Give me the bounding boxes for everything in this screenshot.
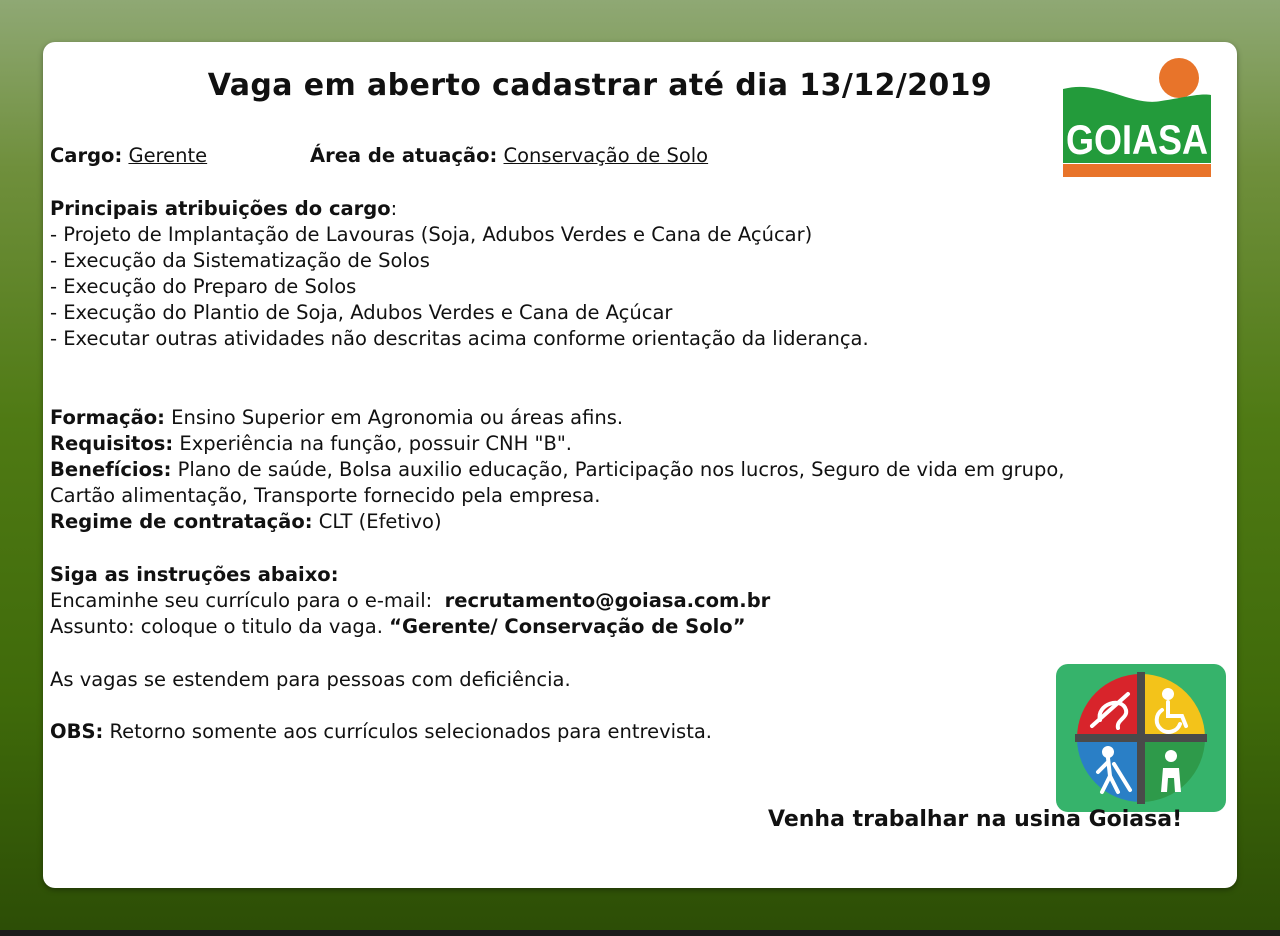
- cargo-line: [50, 143, 207, 169]
- cargo-value: Gerente: [128, 144, 208, 167]
- atribuicao-item: - Executar outras atividades não descritas acima conforme orientação da liderança.: [50, 327, 869, 350]
- obs-line: [50, 719, 712, 745]
- cargo-label: Cargo:: [50, 144, 123, 167]
- requisitos-line: [50, 431, 572, 457]
- page-title: Vaga em aberto cadastrar até dia 13/12/2019: [207, 68, 993, 103]
- requisitos-label: Requisitos:: [50, 432, 174, 455]
- cross-vertical: [1137, 672, 1145, 804]
- atribuicao-item: - Execução da Sistematização de Solos: [50, 249, 430, 272]
- regime-value: CLT (Efetivo): [318, 510, 442, 533]
- beneficios-label: Benefícios:: [50, 458, 172, 481]
- assunto-line: [50, 614, 746, 640]
- beneficios-continued: Cartão alimentação, Transporte fornecido pela empresa.: [50, 484, 601, 507]
- atribuicoes-label: Principais atribuições do cargo: [50, 197, 391, 220]
- area-value: Conservação de Solo: [503, 144, 709, 167]
- atribuicoes-heading: Principais atribuições do cargo:: [50, 197, 398, 220]
- requisitos-value: Experiência na função, possuir CNH "B".: [179, 432, 572, 455]
- email-instruction: Encaminhe seu currículo para o e-mail:: [50, 589, 433, 612]
- assunto-value: “Gerente/ Conservação de Solo”: [389, 615, 746, 638]
- regime-label: Regime de contratação:: [50, 510, 313, 533]
- atribuicao-item: - Projeto de Implantação de Lavouras (Soja, Adubos Verdes e Cana de Açúcar): [50, 223, 813, 246]
- logo-orange-bar: [1063, 164, 1211, 177]
- instrucoes-heading: Siga as instruções abaixo:: [50, 563, 339, 586]
- logo-text: GOIASA: [1066, 116, 1208, 163]
- beneficios-value: Plano de saúde, Bolsa auxilio educação, Participação nos lucros, Seguro de vida em grupo,: [177, 458, 1065, 481]
- beneficios-line: [50, 457, 1064, 483]
- area-label: Área de atuação:: [310, 144, 498, 167]
- email-address[interactable]: recrutamento@goiasa.com.br: [444, 589, 771, 612]
- bottom-bar: [0, 930, 1280, 936]
- atribuicao-item: - Execução do Preparo de Solos: [50, 275, 357, 298]
- assunto-instruction: Assunto: coloque o titulo da vaga.: [50, 615, 383, 638]
- pcd-note: As vagas se estendem para pessoas com deficiência.: [50, 668, 571, 691]
- formacao-value: Ensino Superior em Agronomia ou áreas afins.: [171, 406, 624, 429]
- obs-label: OBS:: [50, 720, 104, 743]
- logo-sun: [1159, 58, 1199, 98]
- accessibility-badge: [1056, 664, 1226, 812]
- obs-value: Retorno somente aos currículos selecionados para entrevista.: [109, 720, 713, 743]
- goiasa-logo: [1061, 57, 1213, 179]
- email-line: [50, 588, 770, 614]
- footer-slogan: Venha trabalhar na usina Goiasa!: [768, 807, 1183, 832]
- regime-line: [50, 509, 442, 535]
- formacao-line: [50, 405, 623, 431]
- formacao-label: Formação:: [50, 406, 165, 429]
- atribuicao-item: - Execução do Plantio de Soja, Adubos Verdes e Cana de Açúcar: [50, 301, 673, 324]
- area-line: [310, 143, 708, 169]
